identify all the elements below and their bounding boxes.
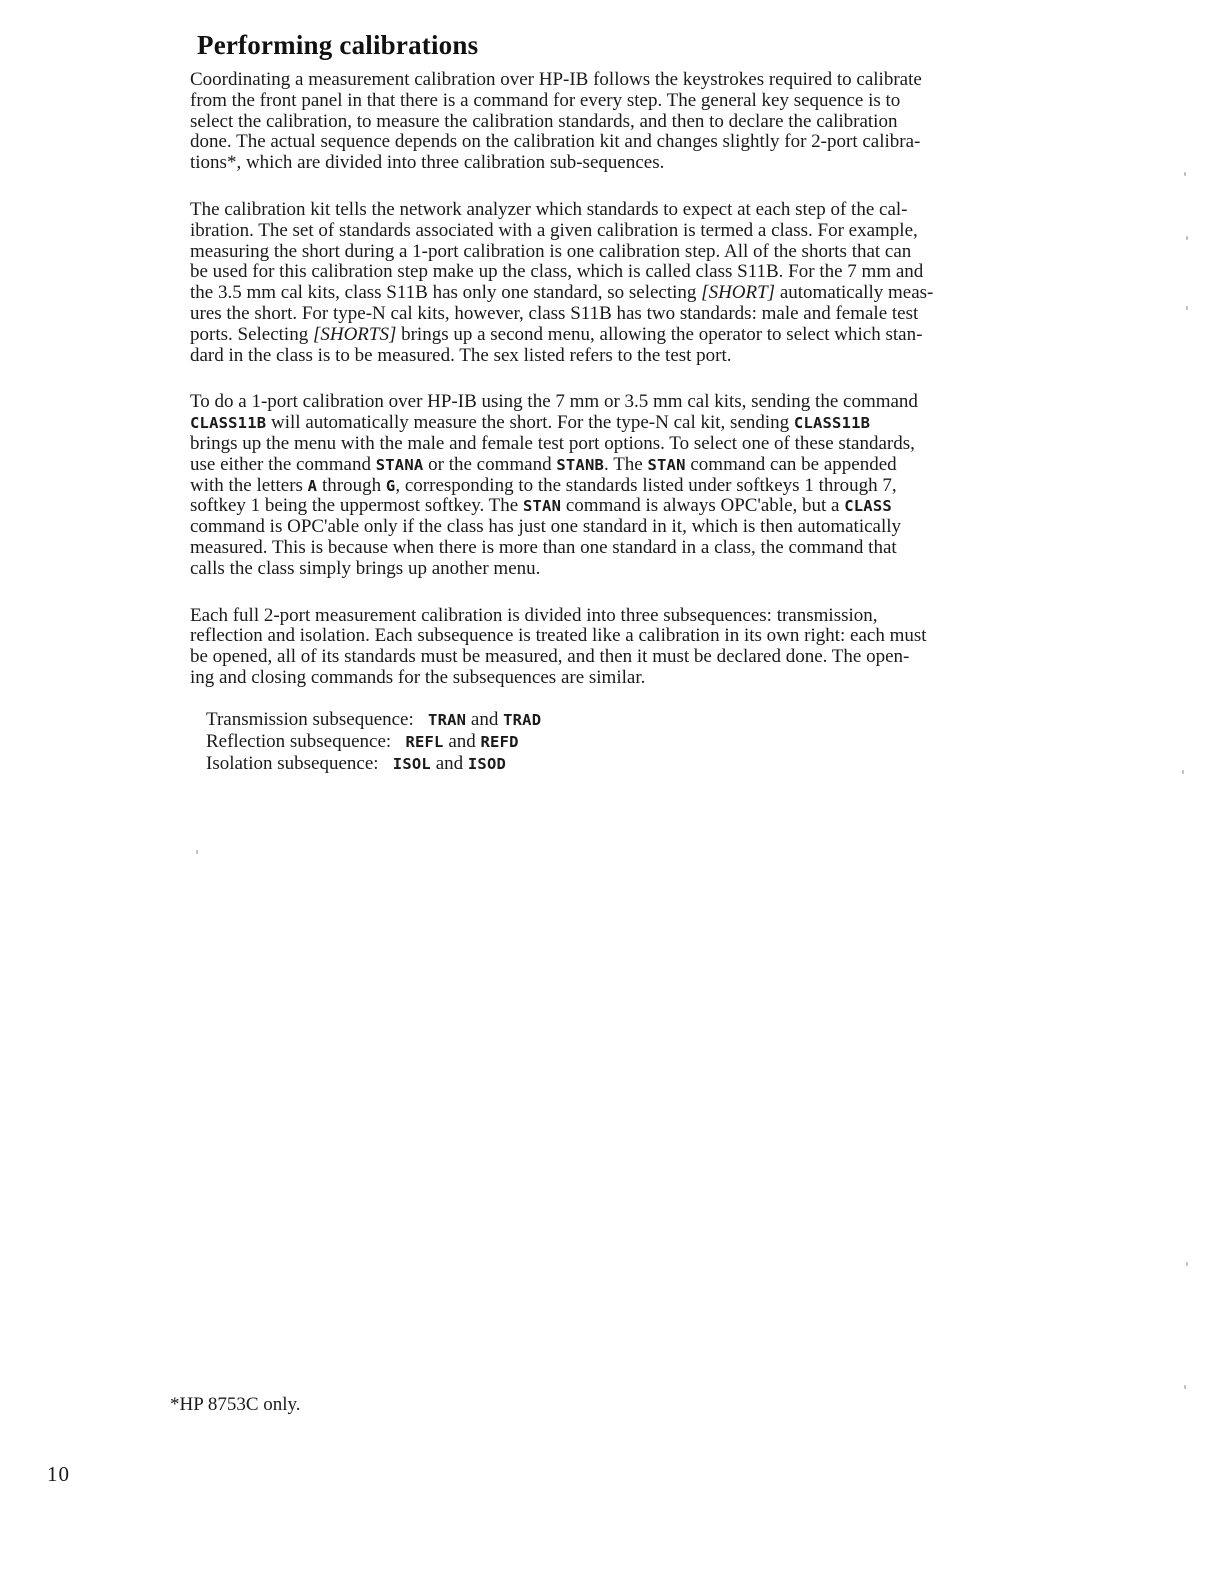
text-line: be used for this calibration step make up the class, which is called class S11B. For the 7 mm and: [190, 261, 924, 283]
text-line: measured. This is because when there is more than one standard in a class, the command that: [190, 536, 897, 558]
footnote: *HP 8753C only.: [170, 1394, 301, 1415]
command-stanb: STANB: [556, 455, 605, 474]
command-refd: REFD: [480, 732, 519, 751]
scan-speck: [1186, 306, 1188, 310]
subsequence-item-isolation: [206, 753, 1002, 775]
text-line: brings up the menu with the male and female test port options. To select one of these standards,: [190, 432, 915, 454]
text-run: use either the command: [190, 453, 376, 475]
scan-speck: [1182, 770, 1184, 774]
text-run: command can be appended: [685, 453, 897, 475]
text-line: from the front panel in that there is a command for every step. The general key sequence is to: [190, 89, 901, 111]
conjunction: and: [435, 752, 464, 774]
text-line: measuring the short during a 1-port calibration is one calibration step. All of the shorts that can: [190, 240, 912, 262]
text-line: tions*, which are divided into three calibration sub-sequences.: [190, 152, 665, 174]
command-tran: TRAN: [428, 710, 467, 729]
scan-speck: [196, 850, 198, 854]
subsequence-name: Reflection subsequence:: [206, 730, 392, 752]
command-class11b: CLASS11B: [190, 414, 267, 433]
subsequence-name: Isolation subsequence:: [206, 752, 379, 774]
text-run: ports. Selecting: [190, 323, 313, 345]
paragraph-intro: [190, 70, 1002, 174]
command-isod: ISOD: [467, 754, 507, 773]
text-run: command is always OPC'able, but a: [561, 495, 845, 517]
text-line: ibration. The set of standards associated with a given calibration is termed a class. For example,: [190, 219, 918, 241]
text-run: through: [317, 474, 386, 496]
text-line: dard in the class is to be measured. The sex listed refers to the test port.: [190, 344, 732, 366]
subsequence-list: [190, 709, 1002, 775]
text-line: done. The actual sequence depends on the calibration kit and changes slightly for 2-port calibra-: [190, 131, 921, 153]
text-line: To do a 1-port calibration over HP-IB using the 7 mm or 3.5 mm cal kits, sending the command: [190, 391, 918, 413]
command-stan: STAN: [647, 455, 686, 474]
softkey-shorts: [SHORTS]: [312, 323, 397, 345]
text-run: automatically meas-: [775, 282, 934, 304]
command-letter-a: A: [307, 476, 318, 495]
subsequence-item-transmission: [206, 709, 1002, 731]
softkey-short: [SHORT]: [701, 282, 776, 304]
section-heading: Performing calibrations: [197, 30, 479, 60]
text-line: Coordinating a measurement calibration over HP-IB follows the keystrokes required to calibrate: [190, 69, 922, 90]
text-line: The calibration kit tells the network analyzer which standards to expect at each step of the cal-: [190, 198, 908, 220]
command-stana: STANA: [375, 455, 424, 474]
scan-speck: [1184, 1385, 1186, 1389]
text-line: select the calibration, to measure the calibration standards, and then to declare the calibration: [190, 110, 898, 132]
scan-speck: [1186, 1262, 1188, 1266]
text-run: with the letters: [190, 474, 308, 496]
paragraph-calibration-kit: [190, 200, 1002, 366]
text-line: be opened, all of its standards must be measured, and then it must be declared done. The open-: [190, 646, 910, 668]
text-run: , corresponding to the standards listed under softkeys 1 through 7,: [395, 474, 897, 496]
text-run: softkey 1 being the uppermost softkey. The: [190, 495, 523, 517]
command-class11b: CLASS11B: [793, 414, 871, 433]
text-run: will automatically measure the short. For the type-N cal kit, sending: [266, 412, 794, 434]
text-line: [190, 325, 1002, 346]
text-line: [190, 283, 1002, 304]
command-stan: STAN: [522, 497, 562, 516]
text-line: [190, 413, 1002, 434]
text-run: or the command: [423, 453, 557, 475]
text-run: the 3.5 mm cal kits, class S11B has only one standard, so selecting: [190, 282, 702, 304]
text-line: [190, 476, 1002, 497]
subsequence-item-reflection: [206, 731, 1002, 753]
text-line: [190, 496, 1002, 517]
text-line: calls the class simply brings up another menu.: [190, 557, 541, 579]
text-line: reflection and isolation. Each subsequence is treated like a calibration in its own right: each must: [190, 625, 927, 647]
page-number: 10: [47, 1462, 70, 1486]
body-text: [190, 70, 1002, 775]
paragraph-one-port: [190, 392, 1002, 579]
command-isol: ISOL: [392, 754, 431, 773]
command-class: CLASS: [844, 497, 892, 516]
command-trad: TRAD: [503, 710, 542, 729]
text-run: brings up a second menu, allowing the operator to select which stan-: [396, 323, 923, 345]
text-line: ures the short. For type-N cal kits, however, class S11B has two standards: male and female test: [190, 302, 919, 324]
scan-speck: [1186, 236, 1188, 240]
conjunction: and: [470, 708, 499, 730]
scan-speck: [1184, 172, 1186, 176]
text-line: command is OPC'able only if the class has just one standard in it, which is then automatically: [190, 516, 902, 538]
command-letter-g: G: [385, 476, 396, 495]
text-line: ing and closing commands for the subsequences are similar.: [190, 666, 646, 688]
subsequence-name: Transmission subsequence:: [206, 708, 414, 730]
text-line: [190, 455, 1002, 476]
paragraph-two-port: [190, 606, 1002, 689]
text-line: Each full 2-port measurement calibration is divided into three subsequences: transmission,: [190, 604, 878, 626]
conjunction: and: [448, 730, 476, 752]
text-run: . The: [604, 453, 648, 475]
command-refl: REFL: [405, 732, 444, 751]
